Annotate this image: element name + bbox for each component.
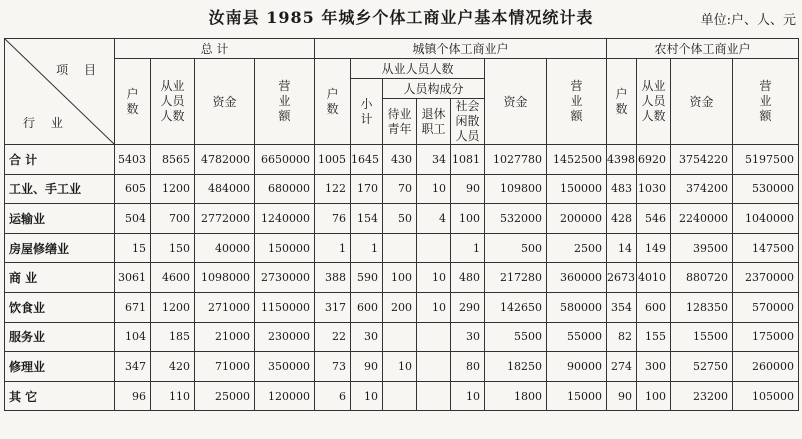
cell-u-s: 1 xyxy=(351,233,383,263)
cell-t-c: 71000 xyxy=(195,352,255,382)
cell-u-s: 590 xyxy=(351,263,383,293)
cell-t-e: 8565 xyxy=(151,145,195,175)
cell-r-r: 570000 xyxy=(733,292,799,322)
header-rural: 农村个体工商业户 xyxy=(607,39,799,59)
statistics-table xyxy=(4,38,799,411)
row-label: 其 它 xyxy=(5,381,115,411)
cell-u-r: 15000 xyxy=(547,381,607,411)
table-title: 汝南县 1985 年城乡个体工商业户基本情况统计表 xyxy=(208,8,594,27)
header-rural-revenue: 营业额 xyxy=(733,59,799,145)
cell-u-s: 600 xyxy=(351,292,383,322)
table-row xyxy=(5,322,799,352)
cell-u-c: 18250 xyxy=(485,352,547,382)
cell-t-r: 1150000 xyxy=(255,292,315,322)
cell-r-e: 6920 xyxy=(637,145,671,175)
cell-r-e: 300 xyxy=(637,352,671,382)
cell-u-h: 1005 xyxy=(315,145,351,175)
header-total-employees: 从业人员人数 xyxy=(151,59,195,145)
cell-t-r: 2730000 xyxy=(255,263,315,293)
cell-u-t xyxy=(417,381,451,411)
row-label: 商 业 xyxy=(5,263,115,293)
cell-t-h: 104 xyxy=(115,322,151,352)
header-urban-youth: 待业青年 xyxy=(383,99,417,145)
cell-u-h: 73 xyxy=(315,352,351,382)
cell-r-h: 90 xyxy=(607,381,637,411)
cell-r-h: 274 xyxy=(607,352,637,382)
cell-u-h: 1 xyxy=(315,233,351,263)
row-label: 合 计 xyxy=(5,145,115,175)
cell-r-r: 260000 xyxy=(733,352,799,382)
cell-u-t xyxy=(417,322,451,352)
cell-u-h: 6 xyxy=(315,381,351,411)
cell-r-e: 546 xyxy=(637,204,671,234)
cell-u-i: 290 xyxy=(451,292,485,322)
cell-u-h: 122 xyxy=(315,174,351,204)
cell-u-i: 80 xyxy=(451,352,485,382)
table-row xyxy=(5,263,799,293)
cell-t-r: 680000 xyxy=(255,174,315,204)
cell-r-r: 175000 xyxy=(733,322,799,352)
cell-r-c: 374200 xyxy=(671,174,733,204)
cell-r-c: 880720 xyxy=(671,263,733,293)
cell-t-c: 25000 xyxy=(195,381,255,411)
cell-t-c: 4782000 xyxy=(195,145,255,175)
cell-r-e: 4010 xyxy=(637,263,671,293)
cell-u-r: 55000 xyxy=(547,322,607,352)
cell-t-r: 6650000 xyxy=(255,145,315,175)
cell-r-c: 2240000 xyxy=(671,204,733,234)
cell-u-t: 10 xyxy=(417,263,451,293)
header-urban-subtotal: 小计 xyxy=(351,79,383,145)
header-urban-idle: 社会闲散人员 xyxy=(451,99,485,145)
cell-u-h: 76 xyxy=(315,204,351,234)
cell-u-i: 1081 xyxy=(451,145,485,175)
cell-t-r: 120000 xyxy=(255,381,315,411)
cell-u-t xyxy=(417,233,451,263)
cell-u-y xyxy=(383,233,417,263)
cell-r-r: 2370000 xyxy=(733,263,799,293)
cell-u-y: 100 xyxy=(383,263,417,293)
cell-u-y xyxy=(383,322,417,352)
header-urban-employee-count: 从业人员人数 xyxy=(351,59,485,79)
cell-r-h: 82 xyxy=(607,322,637,352)
cell-t-c: 2772000 xyxy=(195,204,255,234)
cell-t-c: 484000 xyxy=(195,174,255,204)
cell-u-t: 10 xyxy=(417,174,451,204)
row-label: 运输业 xyxy=(5,204,115,234)
table-row xyxy=(5,381,799,411)
cell-r-h: 428 xyxy=(607,204,637,234)
cell-u-i: 480 xyxy=(451,263,485,293)
cell-t-c: 40000 xyxy=(195,233,255,263)
cell-r-h: 4398 xyxy=(607,145,637,175)
cell-u-r: 580000 xyxy=(547,292,607,322)
cell-r-c: 128350 xyxy=(671,292,733,322)
table-row xyxy=(5,174,799,204)
cell-u-r: 150000 xyxy=(547,174,607,204)
cell-u-t xyxy=(417,352,451,382)
row-label: 工业、手工业 xyxy=(5,174,115,204)
table-body xyxy=(5,145,799,411)
cell-u-s: 170 xyxy=(351,174,383,204)
cell-t-e: 4600 xyxy=(151,263,195,293)
cell-u-y: 50 xyxy=(383,204,417,234)
cell-u-s: 10 xyxy=(351,381,383,411)
header-total-households: 户数 xyxy=(115,59,151,145)
cell-r-h: 354 xyxy=(607,292,637,322)
header-urban-composition: 人员构成分 xyxy=(383,79,485,99)
cell-u-c: 142650 xyxy=(485,292,547,322)
cell-r-e: 1030 xyxy=(637,174,671,204)
cell-t-h: 15 xyxy=(115,233,151,263)
cell-u-s: 30 xyxy=(351,322,383,352)
cell-t-e: 1200 xyxy=(151,174,195,204)
cell-r-e: 155 xyxy=(637,322,671,352)
cell-t-h: 347 xyxy=(115,352,151,382)
cell-u-r: 2500 xyxy=(547,233,607,263)
row-label: 修理业 xyxy=(5,352,115,382)
header-urban: 城镇个体工商业户 xyxy=(315,39,607,59)
cell-r-r: 5197500 xyxy=(733,145,799,175)
cell-u-c: 1800 xyxy=(485,381,547,411)
header-urban-revenue: 营业额 xyxy=(547,59,607,145)
cell-t-c: 1098000 xyxy=(195,263,255,293)
cell-u-i: 10 xyxy=(451,381,485,411)
cell-u-i: 30 xyxy=(451,322,485,352)
header-urban-households: 户数 xyxy=(315,59,351,145)
cell-t-c: 21000 xyxy=(195,322,255,352)
cell-r-c: 3754220 xyxy=(671,145,733,175)
cell-t-e: 110 xyxy=(151,381,195,411)
cell-r-e: 149 xyxy=(637,233,671,263)
cell-r-e: 600 xyxy=(637,292,671,322)
header-rural-employees: 从业人员人数 xyxy=(637,59,671,145)
table-row xyxy=(5,204,799,234)
corner-header xyxy=(5,39,115,145)
cell-u-y xyxy=(383,381,417,411)
cell-t-r: 350000 xyxy=(255,352,315,382)
cell-t-e: 420 xyxy=(151,352,195,382)
cell-t-e: 150 xyxy=(151,233,195,263)
cell-u-t: 10 xyxy=(417,292,451,322)
cell-t-r: 1240000 xyxy=(255,204,315,234)
cell-u-c: 532000 xyxy=(485,204,547,234)
cell-u-h: 22 xyxy=(315,322,351,352)
cell-r-h: 14 xyxy=(607,233,637,263)
cell-u-i: 1 xyxy=(451,233,485,263)
table-row xyxy=(5,233,799,263)
header-total-revenue: 营业额 xyxy=(255,59,315,145)
header-urban-retired: 退休职工 xyxy=(417,99,451,145)
cell-t-e: 185 xyxy=(151,322,195,352)
cell-t-h: 96 xyxy=(115,381,151,411)
cell-t-h: 671 xyxy=(115,292,151,322)
cell-u-r: 1452500 xyxy=(547,145,607,175)
header-rural-households: 户数 xyxy=(607,59,637,145)
cell-r-r: 105000 xyxy=(733,381,799,411)
cell-u-c: 500 xyxy=(485,233,547,263)
row-label: 房屋修缮业 xyxy=(5,233,115,263)
cell-u-h: 388 xyxy=(315,263,351,293)
cell-t-r: 230000 xyxy=(255,322,315,352)
cell-r-r: 147500 xyxy=(733,233,799,263)
cell-u-c: 109800 xyxy=(485,174,547,204)
row-label: 饮食业 xyxy=(5,292,115,322)
cell-r-e: 100 xyxy=(637,381,671,411)
cell-t-h: 504 xyxy=(115,204,151,234)
cell-u-y: 430 xyxy=(383,145,417,175)
cell-u-c: 1027780 xyxy=(485,145,547,175)
cell-r-c: 52750 xyxy=(671,352,733,382)
cell-t-h: 605 xyxy=(115,174,151,204)
cell-t-h: 3061 xyxy=(115,263,151,293)
cell-u-i: 90 xyxy=(451,174,485,204)
table-row xyxy=(5,352,799,382)
cell-u-s: 1645 xyxy=(351,145,383,175)
cell-t-r: 150000 xyxy=(255,233,315,263)
cell-u-y: 10 xyxy=(383,352,417,382)
cell-r-c: 23200 xyxy=(671,381,733,411)
cell-t-e: 1200 xyxy=(151,292,195,322)
header-urban-capital: 资金 xyxy=(485,59,547,145)
cell-u-y: 200 xyxy=(383,292,417,322)
unit-label: 单位:户、人、元 xyxy=(700,13,796,28)
cell-u-r: 90000 xyxy=(547,352,607,382)
header-total: 总 计 xyxy=(115,39,315,59)
cell-r-h: 483 xyxy=(607,174,637,204)
cell-r-c: 39500 xyxy=(671,233,733,263)
table-row xyxy=(5,145,799,175)
header-rural-capital: 资金 xyxy=(671,59,733,145)
cell-u-h: 317 xyxy=(315,292,351,322)
cell-r-h: 2673 xyxy=(607,263,637,293)
corner-items-label: 项 目 xyxy=(56,63,102,77)
cell-u-i: 100 xyxy=(451,204,485,234)
cell-t-h: 5403 xyxy=(115,145,151,175)
cell-t-e: 700 xyxy=(151,204,195,234)
row-label: 服务业 xyxy=(5,322,115,352)
corner-industry-label: 行 业 xyxy=(23,116,69,130)
cell-u-s: 154 xyxy=(351,204,383,234)
cell-u-r: 360000 xyxy=(547,263,607,293)
cell-u-t: 34 xyxy=(417,145,451,175)
cell-u-s: 90 xyxy=(351,352,383,382)
cell-t-c: 271000 xyxy=(195,292,255,322)
cell-u-t: 4 xyxy=(417,204,451,234)
cell-u-c: 217280 xyxy=(485,263,547,293)
cell-r-c: 15500 xyxy=(671,322,733,352)
header-total-capital: 资金 xyxy=(195,59,255,145)
cell-u-c: 5500 xyxy=(485,322,547,352)
cell-u-y: 70 xyxy=(383,174,417,204)
cell-u-r: 200000 xyxy=(547,204,607,234)
table-row xyxy=(5,292,799,322)
cell-r-r: 530000 xyxy=(733,174,799,204)
cell-r-r: 1040000 xyxy=(733,204,799,234)
